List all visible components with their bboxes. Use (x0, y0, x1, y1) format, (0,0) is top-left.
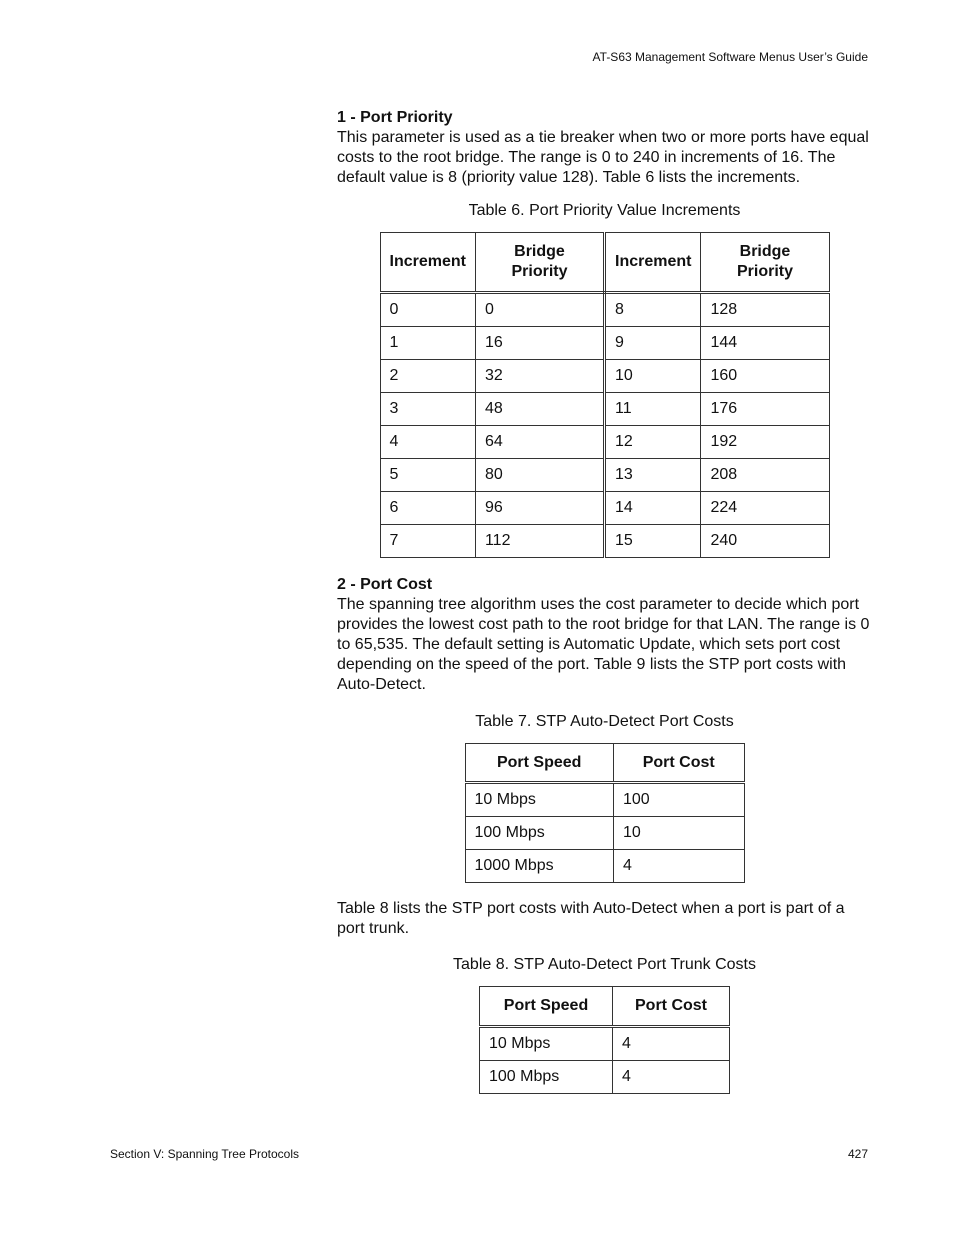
table-cell: 144 (701, 327, 829, 360)
table-cell: 160 (701, 360, 829, 393)
table6-caption: Table 6. Port Priority Value Increments (468, 202, 741, 219)
table-cell: 48 (475, 393, 604, 426)
table-row (465, 783, 744, 817)
port-cost-table (465, 743, 745, 883)
page-content (337, 108, 872, 1094)
table-row (480, 1061, 730, 1094)
table-cell: 7 (380, 525, 475, 558)
table-cell: 100 Mbps (480, 1061, 613, 1094)
table7-header: Port Cost (613, 744, 744, 783)
table6-header: Increment (380, 233, 475, 293)
footer-section-title: Section V: Spanning Tree Protocols (110, 1147, 299, 1161)
table-cell: 10 Mbps (465, 783, 613, 817)
table-cell: 6 (380, 492, 475, 525)
table-cell: 4 (380, 426, 475, 459)
table-cell: 5 (380, 459, 475, 492)
table-row (380, 327, 829, 360)
table-cell: 12 (605, 426, 701, 459)
table-row (380, 393, 829, 426)
table-cell: 128 (701, 293, 829, 327)
table6-header: Bridge Priority (701, 233, 829, 293)
table-row (465, 817, 744, 850)
section-heading-port-cost: 2 - Port Cost (337, 576, 433, 593)
running-header: AT-S63 Management Software Menus User’s Guide (592, 50, 868, 64)
table8-header: Port Cost (613, 987, 730, 1027)
table7-header: Port Speed (465, 744, 613, 783)
table-cell: 14 (605, 492, 701, 525)
trunk-intro-paragraph: Table 8 lists the STP port costs with Auto-Detect when a port is part of a port trunk. (337, 900, 845, 937)
table-cell: 10 (605, 360, 701, 393)
table8-caption: Table 8. STP Auto-Detect Port Trunk Costs (453, 956, 756, 973)
table-cell: 240 (701, 525, 829, 558)
port-priority-paragraph: This parameter is used as a tie breaker when two or more ports have equal costs to the root bridge. The range is 0 to 240 in increments of 16. The default value is 8 (priority value 128). Table 6 lists the increments. (337, 129, 869, 186)
port-priority-table (380, 232, 830, 558)
table-row (480, 1027, 730, 1061)
table-cell: 8 (605, 293, 701, 327)
table-cell: 96 (475, 492, 604, 525)
page-number: 427 (847, 1147, 868, 1161)
table-cell: 4 (613, 1027, 730, 1061)
table-cell: 2 (380, 360, 475, 393)
table-cell: 0 (380, 293, 475, 327)
table-row (380, 525, 829, 558)
table-cell: 13 (605, 459, 701, 492)
table-cell: 4 (613, 1061, 730, 1094)
table-cell: 10 (613, 817, 744, 850)
table8-header: Port Speed (480, 987, 613, 1027)
table-cell: 0 (475, 293, 604, 327)
table-cell: 4 (613, 850, 744, 883)
table-cell: 112 (475, 525, 604, 558)
port-trunk-cost-table (479, 986, 730, 1094)
table-cell: 192 (701, 426, 829, 459)
table-row (380, 426, 829, 459)
table7-caption: Table 7. STP Auto-Detect Port Costs (475, 713, 734, 730)
table-row (380, 459, 829, 492)
table-cell: 15 (605, 525, 701, 558)
table-cell: 32 (475, 360, 604, 393)
table-cell: 176 (701, 393, 829, 426)
table-cell: 208 (701, 459, 829, 492)
table-row (465, 850, 744, 883)
port-cost-paragraph: The spanning tree algorithm uses the cost parameter to decide which port provides the lowest cost path to the root bridge for that LAN. The range is 0 to 65,535. The default setting is Automatic Update, which sets port cost depending on the speed of the port. Table 9 lists the STP port costs with Auto-Detect. (337, 596, 870, 693)
table-cell: 64 (475, 426, 604, 459)
table6-header: Increment (605, 233, 701, 293)
table-cell: 10 Mbps (480, 1027, 613, 1061)
table-cell: 9 (605, 327, 701, 360)
table-cell: 16 (475, 327, 604, 360)
table-cell: 11 (605, 393, 701, 426)
table-cell: 1000 Mbps (465, 850, 613, 883)
table-cell: 100 (613, 783, 744, 817)
section-heading-port-priority: 1 - Port Priority (337, 109, 453, 126)
table-row (380, 293, 829, 327)
table-cell: 1 (380, 327, 475, 360)
table-cell: 80 (475, 459, 604, 492)
table-row (380, 360, 829, 393)
table-row (380, 492, 829, 525)
table-cell: 3 (380, 393, 475, 426)
table-cell: 100 Mbps (465, 817, 613, 850)
table6-header: Bridge Priority (475, 233, 604, 293)
table-cell: 224 (701, 492, 829, 525)
